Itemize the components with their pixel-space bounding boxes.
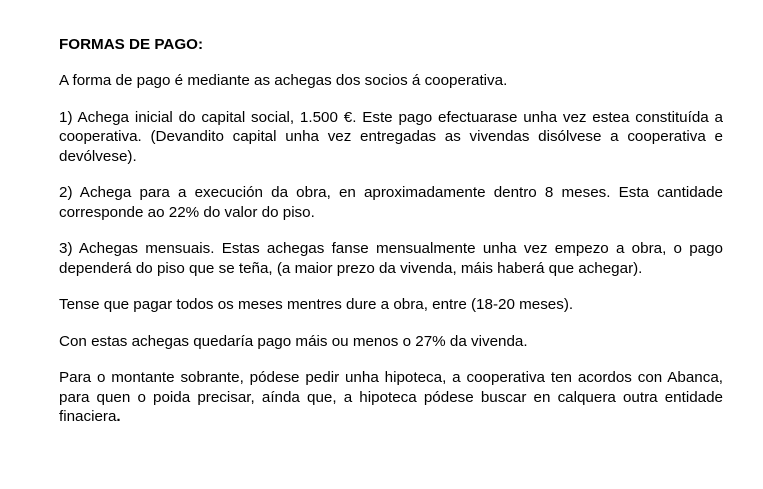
paragraph-initial-contribution: 1) Achega inicial do capital social, 1.500 €. Este pago efectuarase unha vez estea constituída a cooperativa. (Devandito capital unha vez entregadas as vivendas disólvese a cooperativa e devólvese). (59, 108, 723, 165)
paragraph-percentage-paid: Con estas achegas quedaría pago máis ou menos o 27% da vivenda. (59, 332, 528, 350)
paragraph-monthly-contributions: 3) Achegas mensuais. Estas achegas fanse mensualmente unha vez empezo a obra, o pago dependerá do piso que se teña, (a maior prezo da vivenda, máis haberá que achegar). (59, 240, 723, 277)
paragraph-payment-duration: Tense que pagar todos os meses mentres dure a obra, entre (18-20 meses). (59, 296, 574, 313)
paragraph-mortgage-period: . (116, 408, 121, 425)
paragraph-intro: A forma de pago é mediante as achegas dos socios á cooperativa. (59, 72, 508, 89)
paragraph-mortgage-text: Para o montante sobrante, pódese pedir unha hipoteca, a cooperativa ten acordos con Abanca, para quen o poida precisar, aínda que, a hipoteca pódese buscar en calquera outra entidade finaciera (59, 369, 723, 425)
paragraph-mortgage (59, 368, 723, 427)
document-body (59, 35, 723, 444)
section-title: FORMAS DE PAGO: (59, 36, 203, 53)
paragraph-construction-contribution: 2) Achega para a execución da obra, en aproximadamente dentro 8 meses. Esta cantidade corresponde ao 22% do valor do piso. (59, 184, 723, 221)
